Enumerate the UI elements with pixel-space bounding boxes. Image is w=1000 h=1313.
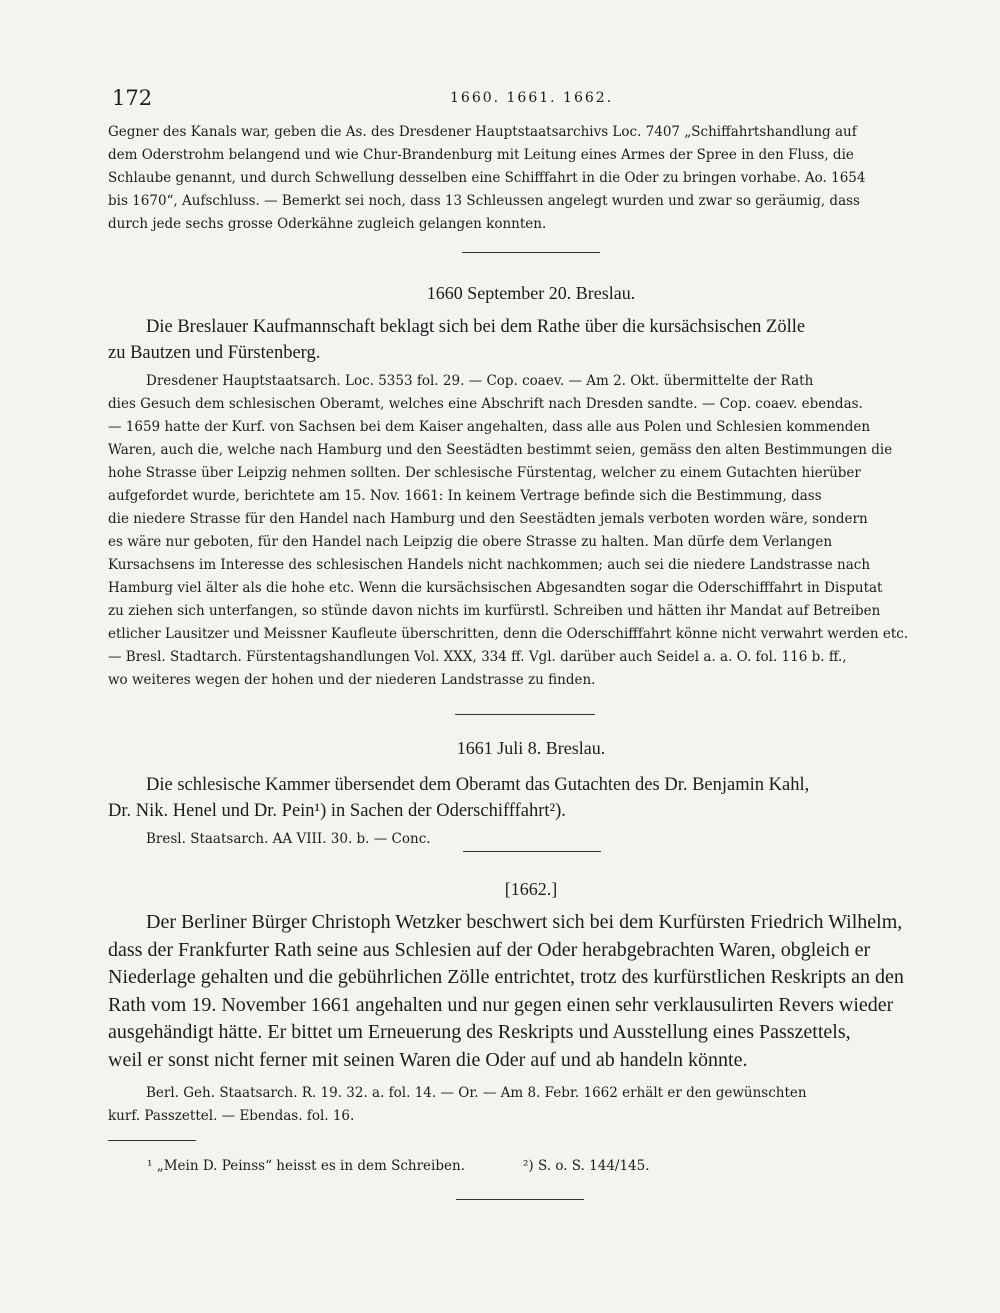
page-number: 172	[112, 86, 153, 110]
section-divider	[455, 714, 595, 715]
entry-note	[108, 828, 954, 851]
summary-line: Die schlesische Kammer übersendet dem Oberamt das Gutachten des Dr. Benjamin Kahl,	[146, 775, 810, 795]
text-line: wo weiteres wegen der hohen und der niederen Landstrasse zu finden.	[108, 672, 596, 688]
text-line: Kursachsens im Interesse des schlesischen Handels nicht nachkommen; auch sei die niedere Landstrasse nach	[108, 557, 871, 573]
section-divider	[462, 252, 600, 253]
text-line: Schlaube genannt, und durch Schwellung desselben eine Schifffahrt in die Oder zu bringen vorhabe. Ao. 1654	[108, 170, 866, 186]
summary-line: Dr. Nik. Henel und Dr. Pein¹) in Sachen der Oderschifffahrt²).	[108, 801, 566, 821]
summary-line: Rath vom 19. November 1661 angehalten und nur gegen einen sehr verklausulirten Revers wieder	[108, 993, 894, 1016]
footnote: ¹ „Mein D. Peinss“ heisst es in dem Schreiben.	[147, 1158, 465, 1174]
text-line: — Bresl. Stadtarch. Fürstentagshandlungen Vol. XXX, 334 ff. Vgl. darüber auch Seidel a. a. O. fol. 116 b. ff.,	[108, 649, 847, 665]
entry-note	[108, 370, 954, 692]
entry-summary	[108, 772, 954, 824]
page-end-rule	[456, 1199, 584, 1200]
footnote-divider	[108, 1140, 196, 1141]
entry-summary	[108, 909, 954, 1074]
text-line: Bresl. Staatsarch. AA VIII. 30. b. — Conc.	[146, 831, 431, 847]
entry-heading: [1662.]	[504, 879, 558, 899]
running-head: 1660. 1661. 1662.	[450, 90, 614, 106]
text-line: die niedere Strasse für den Handel nach Hamburg und den Seestädten jemals verboten worden wäre, sondern	[108, 511, 868, 527]
summary-line: Die Breslauer Kaufmannschaft beklagt sich bei dem Rathe über die kursächsischen Zölle	[146, 317, 806, 337]
text-line: Hamburg viel älter als die hohe etc. Wenn die kursächsischen Abgesandten sogar die Oderschifffahrt in Disputat	[108, 580, 883, 596]
text-line: etlicher Lausitzer und Meissner Kaufleute überschritten, denn die Oderschifffahrt könne nicht verwahrt werden etc.	[108, 626, 909, 642]
section-divider	[463, 851, 601, 852]
summary-line: dass der Frankfurter Rath seine aus Schlesien auf der Oder herabgebrachten Waren, obgleich er	[108, 938, 871, 961]
text-line: aufgefordet wurde, berichtete am 15. Nov. 1661: In keinem Vertrage befinde sich die Bestimmung, dass	[108, 488, 822, 504]
text-line: Waren, auch die, welche nach Hamburg und den Seestädten bestimmt seien, gemäss den alten Bestimmungen die	[108, 442, 893, 458]
text-line: durch jede sechs grosse Oderkähne zugleich gelangen konnten.	[108, 216, 547, 232]
text-line: kurf. Passzettel. — Ebendas. fol. 16.	[108, 1108, 355, 1124]
text-line: bis 1670“, Aufschluss. — Bemerkt sei noch, dass 13 Schleussen angelegt wurden und zwar so geräumig, dass	[108, 193, 860, 209]
footnote: ²) S. o. S. 144/145.	[523, 1158, 650, 1174]
text-line: Dresdener Hauptstaatsarch. Loc. 5353 fol. 29. — Cop. coaev. — Am 2. Okt. übermittelte der Rath	[146, 373, 814, 389]
entry-heading: 1661 Juli 8. Breslau.	[456, 738, 606, 758]
entry-note	[108, 1082, 954, 1128]
text-line: es wäre nur geboten, für den Handel nach Leipzig die obere Strasse zu halten. Man dürfe dem Verlangen	[108, 534, 833, 550]
summary-line: ausgehändigt hätte. Er bittet um Erneuerung des Reskripts und Ausstellung eines Passzettels,	[108, 1021, 851, 1043]
entry-summary	[108, 314, 954, 366]
summary-line: zu Bautzen und Fürstenberg.	[108, 343, 321, 363]
text-line: dies Gesuch dem schlesischen Oberamt, welches eine Abschrift nach Dresden sandte. — Cop. coaev. ebendas.	[108, 396, 863, 412]
text-line: zu ziehen sich unterfangen, so stünde davon nichts im kurfürstl. Schreiben und hätten ihr Mandat auf Betreiben	[108, 603, 881, 619]
summary-line: Der Berliner Bürger Christoph Wetzker beschwert sich bei dem Kurfürsten Friedrich Wilhelm,	[146, 911, 903, 933]
text-line: hohe Strasse über Leipzig nehmen sollten. Der schlesische Fürstentag, welcher zu einem Gutachten hierüber	[108, 465, 861, 481]
entry-heading: 1660 September 20. Breslau.	[426, 283, 636, 303]
summary-line: weil er sonst nicht ferner mit seinen Waren die Oder auf und ab handeln könnte.	[108, 1048, 748, 1071]
text-line: Gegner des Kanals war, geben die As. des Dresdener Hauptstaatsarchivs Loc. 7407 „Schiffahrtshandlung auf	[108, 124, 857, 140]
text-line: dem Oderstrohm belangend und wie Chur-Brandenburg mit Leitung eines Armes der Spree in den Fluss, die	[108, 147, 854, 163]
text-line: Berl. Geh. Staatsarch. R. 19. 32. a. fol. 14. — Or. — Am 8. Febr. 1662 erhält er den gewünschten	[146, 1085, 807, 1101]
summary-line: Niederlage gehalten und die gebührlichen Zölle entrichtet, trotz des kurfürstlichen Reskripts an den	[108, 966, 904, 988]
text-line: — 1659 hatte der Kurf. von Sachsen bei dem Kaiser angehalten, dass alle aus Polen und Schlesien kommenden	[108, 419, 871, 435]
intro-paragraph	[108, 121, 954, 236]
